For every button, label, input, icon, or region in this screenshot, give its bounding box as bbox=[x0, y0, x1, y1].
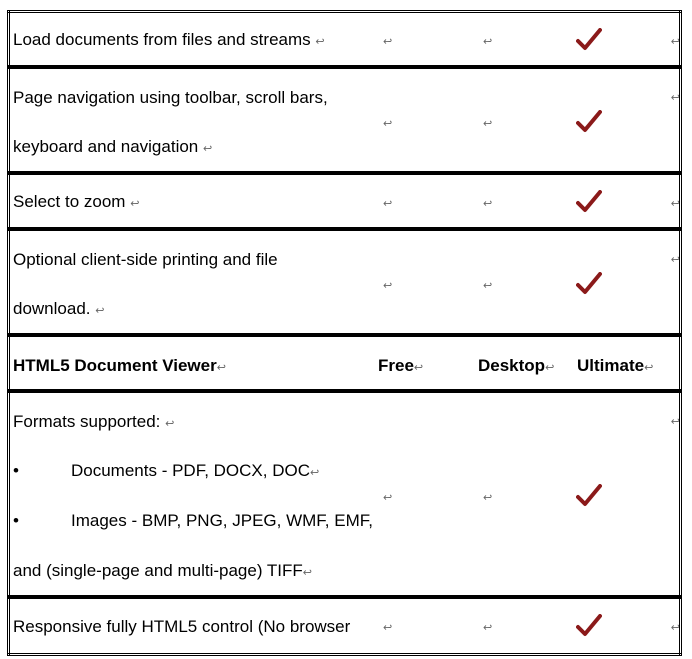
paragraph-mark: ↩ bbox=[216, 361, 226, 374]
feature-label: download. bbox=[13, 299, 91, 318]
paragraph-mark: ↩ bbox=[483, 197, 493, 210]
paragraph-mark: ↩ bbox=[670, 415, 680, 428]
paragraph-mark: ↩ bbox=[413, 361, 424, 374]
column-header-ultimate: Ultimate bbox=[577, 356, 645, 375]
paragraph-mark: ↩ bbox=[383, 197, 393, 210]
paragraph-mark: ↩ bbox=[315, 35, 325, 48]
paragraph-mark: ↩ bbox=[383, 279, 393, 292]
paragraph-mark: ↩ bbox=[383, 491, 393, 504]
format-item: Documents - PDF, DOCX, DOC bbox=[71, 461, 310, 480]
paragraph-mark: ↩ bbox=[483, 279, 493, 292]
paragraph-mark: ↩ bbox=[670, 253, 680, 266]
checkmark-icon bbox=[576, 190, 602, 214]
paragraph-mark: ↩ bbox=[670, 621, 680, 634]
paragraph-mark: ↩ bbox=[644, 361, 654, 374]
paragraph-mark: ↩ bbox=[302, 566, 312, 579]
bullet: • bbox=[13, 511, 19, 530]
feature-label: Select to zoom bbox=[13, 192, 126, 211]
paragraph-mark: ↩ bbox=[670, 35, 680, 48]
paragraph-mark: ↩ bbox=[95, 304, 105, 317]
table-row bbox=[7, 66, 682, 174]
format-item-continuation: and (single-page and multi-page) TIFF bbox=[13, 561, 303, 580]
table-row bbox=[7, 596, 682, 656]
paragraph-mark: ↩ bbox=[483, 117, 493, 130]
format-item: Images - BMP, PNG, JPEG, WMF, EMF, bbox=[71, 511, 373, 530]
feature-label: Optional client-side printing and file bbox=[13, 250, 278, 269]
bullet: • bbox=[13, 461, 19, 480]
checkmark-icon bbox=[576, 272, 602, 296]
paragraph-mark: ↩ bbox=[165, 417, 175, 430]
paragraph-mark: ↩ bbox=[483, 491, 493, 504]
paragraph-mark: ↩ bbox=[383, 117, 393, 130]
feature-label: keyboard and navigation bbox=[13, 137, 199, 156]
paragraph-mark: ↩ bbox=[130, 197, 140, 210]
paragraph-mark: ↩ bbox=[383, 621, 393, 634]
table-row bbox=[7, 172, 682, 230]
checkmark-icon bbox=[576, 614, 602, 638]
paragraph-mark: ↩ bbox=[383, 35, 393, 48]
table-row bbox=[7, 10, 682, 68]
column-header-product: HTML5 Document Viewer bbox=[13, 356, 217, 375]
paragraph-mark: ↩ bbox=[670, 91, 680, 104]
feature-label: Formats supported: bbox=[13, 412, 161, 431]
feature-label: Page navigation using toolbar, scroll bars, bbox=[13, 88, 328, 107]
paragraph-mark: ↩ bbox=[483, 621, 493, 634]
paragraph-mark: ↩ bbox=[310, 466, 320, 479]
table-header-row bbox=[7, 334, 682, 392]
feature-label: Responsive fully HTML5 control (No browser bbox=[13, 617, 351, 636]
paragraph-mark: ↩ bbox=[545, 361, 555, 374]
paragraph-mark: ↩ bbox=[670, 197, 680, 210]
column-header-desktop: Desktop bbox=[478, 356, 546, 375]
table-row bbox=[7, 390, 682, 598]
checkmark-icon bbox=[576, 484, 602, 508]
paragraph-mark: ↩ bbox=[202, 142, 213, 155]
feature-label: Load documents from files and streams bbox=[13, 30, 311, 49]
checkmark-icon bbox=[576, 28, 602, 52]
checkmark-icon bbox=[576, 110, 602, 134]
table-row bbox=[7, 228, 682, 336]
paragraph-mark: ↩ bbox=[483, 35, 493, 48]
column-header-free: Free bbox=[378, 356, 414, 375]
